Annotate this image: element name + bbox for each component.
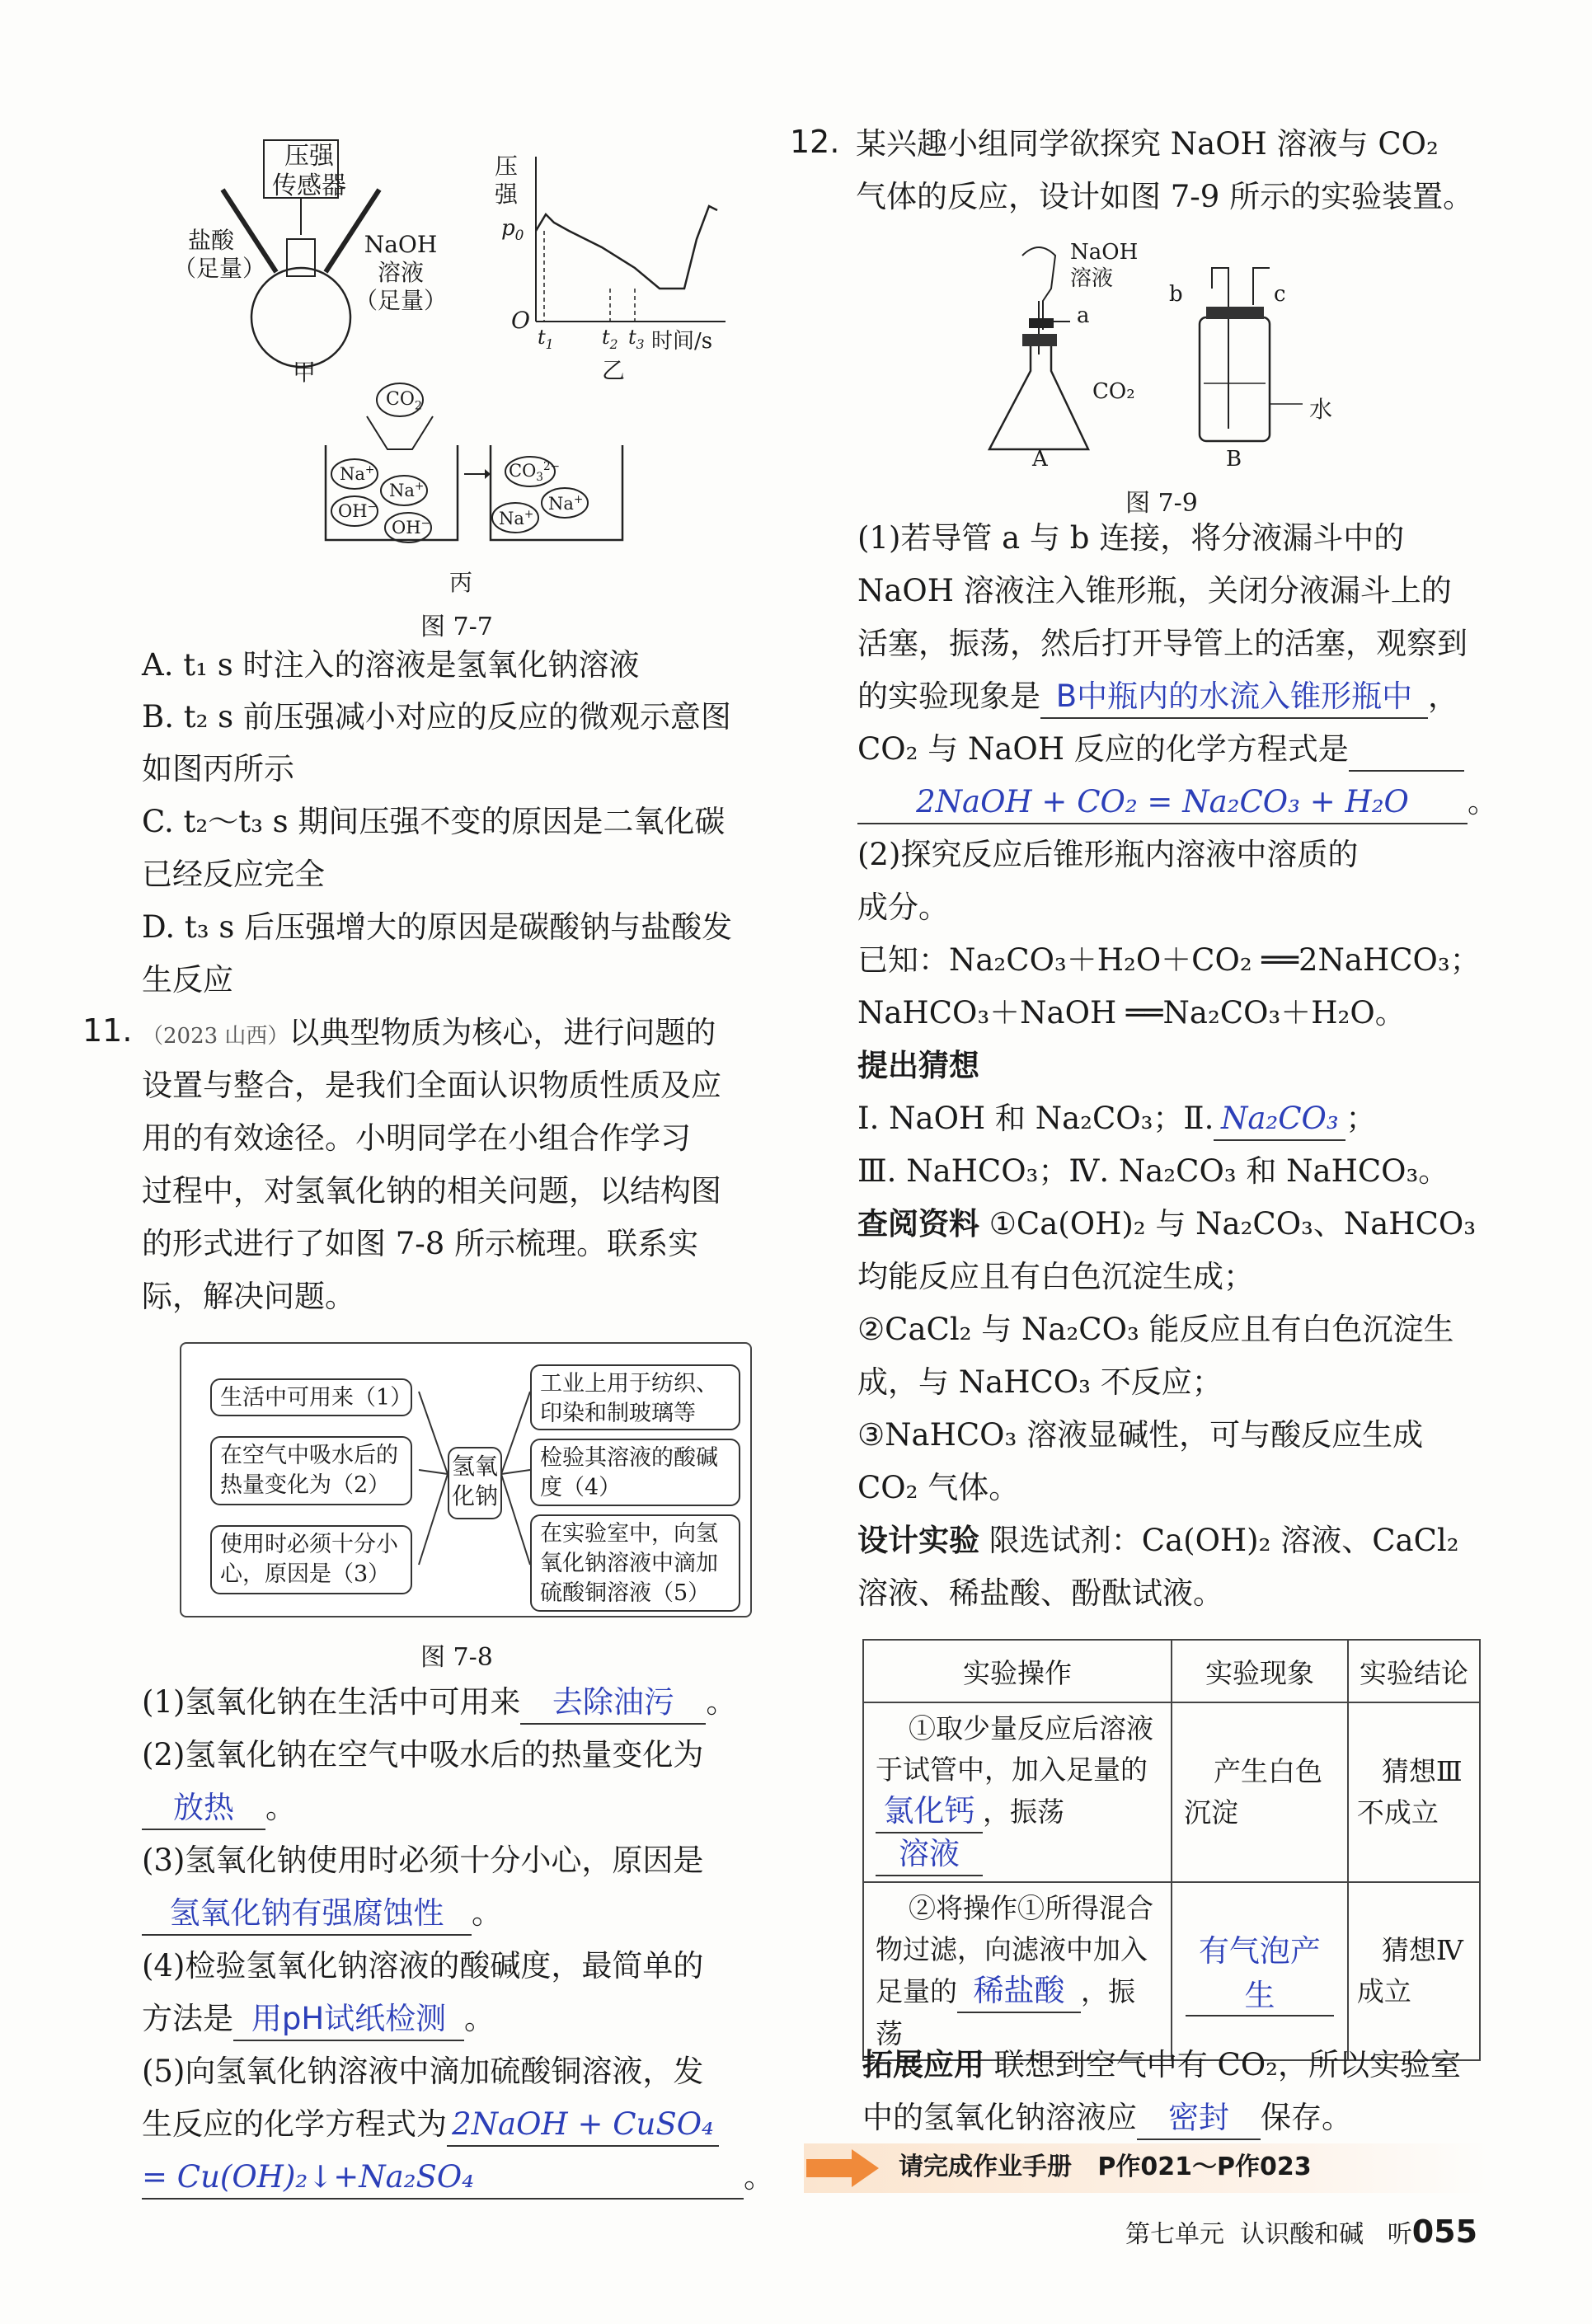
fig79-water-label: 水	[1309, 396, 1333, 423]
known-line2: NaHCO₃＋NaOH ══Na₂CO₃＋H₂O。	[857, 995, 1406, 1031]
option-b-line2: 如图丙所示	[142, 751, 294, 786]
page-number: 055	[1411, 2214, 1478, 2250]
label-yi: 乙	[602, 357, 626, 384]
table-row	[863, 1702, 1480, 1882]
ext-line2: 中的氢氧化钠溶液应 密封 保存。	[862, 2097, 1352, 2140]
y-axis-label: 压 强	[495, 153, 519, 208]
q12-part2-line1: (2)探究反应后锥形瓶内溶液中溶质的	[857, 837, 1359, 872]
option-c-line2: 已经反应完全	[142, 857, 325, 892]
q12-part1-line3: 活塞，振荡，然后打开导管上的活塞，观察到	[857, 626, 1468, 661]
known-line1: 已知：Na₂CO₃＋H₂O＋CO₂ ══2NaHCO₃；	[857, 942, 1481, 978]
ref-line6: CO₂ 气体。	[857, 1470, 1020, 1505]
q12-part1-line1: (1)若导管 a 与 b 连接，将分液漏斗中的	[857, 520, 1405, 556]
row2-operation: ②将操作①所得混合 物过滤，向滤液中加入 足量的 稀盐酸 ，振荡	[863, 1882, 1172, 2060]
answer-ext: 密封	[1137, 2097, 1261, 2140]
answer-5-part2: = Cu(OH)₂↓+Na₂SO₄	[142, 2157, 744, 2200]
q11-stem-line2: 设置与整合，是我们全面认识物质性质及应	[142, 1068, 721, 1103]
option-d-line1: D. t₃ s 后压强增大的原因是碳酸钠与盐酸发	[142, 909, 733, 945]
table-header-row	[863, 1640, 1480, 1702]
answer-12-1: B中瓶内的水流入锥形瓶中	[1040, 676, 1428, 719]
fig79-tube-c-label: c	[1274, 282, 1286, 307]
mind-box-caution: 使用时必须十分小心，原因是（3）	[210, 1525, 412, 1594]
q11-part1: (1)氢氧化钠在生活中可用来 去除油污 。	[142, 1682, 736, 1725]
co2-molecule-label: $CO_2$	[386, 389, 422, 413]
x-axis-label: 时间/s	[651, 329, 713, 354]
mind-box-industry: 工业上用于纺织、印染和制玻璃等	[530, 1364, 740, 1430]
naoh-label: NaOH 溶液 （足量）	[355, 231, 448, 314]
t1-label: $t_1$	[538, 326, 554, 352]
q11-part5-line3: = Cu(OH)₂↓+Na₂SO₄ 。	[142, 2157, 774, 2200]
design-line2: 溶液、稀盐酸、酚酞试液。	[857, 1575, 1223, 1611]
fig79-label-a: A	[1032, 447, 1048, 472]
origin-label: O	[511, 307, 530, 334]
figure-caption-7-9: 图 7-9	[1125, 489, 1198, 518]
q11-part3-line1: (3)氢氧化钠使用时必须十分小心，原因是	[142, 1843, 704, 1878]
ion-oh-2: OH−	[392, 517, 430, 538]
guess-line1: Ⅰ. NaOH 和 Na₂CO₃；Ⅱ. Na₂CO₃ ；	[857, 1098, 1376, 1141]
ion-oh-1: OH−	[338, 500, 377, 521]
option-c-line1: C. t₂～t₃ s 期间压强不变的原因是二氧化碳	[142, 804, 726, 839]
question-number-11: 11.	[82, 1012, 133, 1049]
fig79-co2-label: CO₂	[1092, 379, 1135, 404]
q11-stem-line5: 的形式进行了如图 7-8 所示梳理。联系实	[142, 1226, 699, 1261]
q11-stem-line4: 过程中，对氢氧化钠的相关问题，以结构图	[142, 1173, 721, 1209]
answer-5-part1: 2NaOH + CuSO₄	[447, 2104, 719, 2147]
fig79-tube-b-label: b	[1169, 282, 1183, 307]
fig79-tube-a-label: a	[1077, 303, 1090, 328]
t3-label: $t_3$	[628, 326, 645, 352]
q12-part1-line2: NaOH 溶液注入锥形瓶，关闭分液漏斗上的	[857, 573, 1452, 608]
row2-conclusion: 猜想Ⅳ 成立	[1348, 1882, 1480, 2060]
answer-12-equation: 2NaOH + CO₂ = Na₂CO₃ + H₂O	[857, 782, 1468, 824]
section-guess-title: 提出猜想	[857, 1048, 979, 1083]
q11-part4-line1: (4)检验氢氧化钠溶液的酸碱度，最简单的	[142, 1948, 704, 1984]
experiment-table	[862, 1639, 1481, 2061]
answer-1: 去除油污	[520, 1682, 706, 1725]
pressure-sensor-label: 压强 传感器	[272, 142, 346, 200]
answer-table-reagent-1: 氯化钙	[876, 1791, 983, 1833]
p0-label: $p_0$	[501, 216, 524, 244]
row2-phenomenon	[1172, 1882, 1348, 2060]
header-conclusion: 实验结论	[1348, 1640, 1480, 1702]
ref-line3: ②CaCl₂ 与 Na₂CO₃ 能反应且有白色沉淀生	[857, 1312, 1454, 1347]
q11-stem-line6: 际，解决问题。	[142, 1279, 355, 1314]
q11-stem-line1: （2023 山西）以典型物质为核心，进行问题的	[142, 1015, 716, 1050]
row1-phenomenon: 产生白色 沉淀	[1172, 1702, 1348, 1882]
option-b-line1: B. t₂ s 前压强减小对应的反应的微观示意图	[142, 699, 731, 735]
header-operation: 实验操作	[863, 1640, 1172, 1702]
mind-box-ph-test: 检验其溶液的酸碱度（4）	[530, 1439, 740, 1506]
design-line1: 设计实验 限选试剂：Ca(OH)₂ 溶液、CaCl₂	[857, 1523, 1459, 1558]
mind-box-cuso4: 在实验室中，向氢氧化钠溶液中滴加硫酸铜溶液（5）	[530, 1514, 740, 1612]
arrow-icon	[806, 2148, 881, 2189]
q11-part3-line2: 氢氧化钠有强腐蚀性 。	[142, 1893, 502, 1936]
q12-part2-line2: 成分。	[857, 890, 949, 925]
q12-part1-line4: 的实验现象是 B中瓶内的水流入锥形瓶中 ，	[857, 676, 1458, 719]
q11-part4-line2: 方法是 用pH试纸检测 。	[142, 1998, 495, 2041]
q12-stem-line1: 某兴趣小组同学欲探究 NaOH 溶液与 CO₂	[856, 126, 1439, 162]
ion-na-4: Na+	[548, 493, 584, 514]
answer-table-reagent-1b: 溶液	[876, 1833, 983, 1876]
figure-caption-7-7: 图 7-7	[420, 613, 493, 641]
q11-part5-line2: 生反应的化学方程式为 2NaOH + CuSO₄	[142, 2104, 719, 2147]
question-number-12: 12.	[790, 124, 840, 160]
ref-line1: 查阅资料 ①Ca(OH)₂ 与 Na₂CO₃、NaHCO₃	[857, 1206, 1477, 1242]
row1-conclusion: 猜想Ⅲ 不成立	[1348, 1702, 1480, 1882]
answer-table-reagent-2: 稀盐酸	[957, 1970, 1081, 2013]
fig79-label-b: B	[1226, 447, 1242, 472]
t2-label: $t_2$	[602, 326, 618, 352]
q11-part5-line1: (5)向氢氧化钠溶液中滴加硫酸铜溶液，发	[142, 2054, 704, 2089]
q12-part1-line6: 2NaOH + CO₂ = Na₂CO₃ + H₂O 。	[857, 782, 1498, 824]
q11-part2-line1: (2)氢氧化钠在空气中吸水后的热量变化为	[142, 1737, 704, 1772]
ref-line2: 均能反应且有白色沉淀生成；	[857, 1259, 1254, 1294]
mind-box-life-use: 生活中可用来（1）	[210, 1378, 412, 1416]
ion-na-1: Na+	[340, 463, 375, 484]
option-d-line2: 生反应	[142, 962, 233, 998]
q11-stem-line3: 用的有效途径。小明同学在小组合作学习	[142, 1120, 691, 1156]
mind-box-center-naoh: 氢氧化钠	[448, 1447, 502, 1519]
ref-line4: 成，与 NaHCO₃ 不反应；	[857, 1364, 1223, 1400]
answer-guess-2: Na₂CO₃	[1214, 1098, 1345, 1141]
ref-line5: ③NaHCO₃ 溶液显碱性，可与酸反应生成	[857, 1417, 1424, 1453]
homework-banner-text: 请完成作业手册 P作021～P作023	[899, 2153, 1312, 2181]
table-row	[863, 1882, 1480, 2060]
option-a: A. t₁ s 时注入的溶液是氢氧化钠溶液	[142, 647, 640, 683]
ion-na-2: Na+	[389, 480, 425, 500]
row1-operation: ①取少量反应后溶液 于试管中，加入足量的 氯化钙 ，振荡 溶液	[863, 1702, 1172, 1882]
answer-3: 氢氧化钠有强腐蚀性	[142, 1893, 472, 1936]
answer-4: 用pH试纸检测	[233, 1998, 464, 2041]
label-jia: 甲	[293, 359, 317, 386]
header-phenomenon: 实验现象	[1172, 1640, 1348, 1702]
figure-caption-7-8: 图 7-8	[420, 1643, 493, 1672]
label-bing: 丙	[449, 569, 473, 596]
mind-box-heat-change: 在空气中吸水后的热量变化为（2）	[210, 1436, 412, 1505]
answer-2: 放热	[142, 1787, 265, 1830]
page-footer: 第七单元 认识酸和碱 听055	[1125, 2214, 1478, 2250]
answer-table-phenomenon: 有气泡产生	[1186, 1926, 1334, 2016]
q12-stem-line2: 气体的反应，设计如图 7-9 所示的实验装置。	[856, 179, 1474, 214]
ion-na-3: Na+	[499, 508, 534, 528]
q12-part1-line5: CO₂ 与 NaOH 反应的化学方程式是	[857, 729, 1464, 772]
hcl-label: 盐酸 （足量）	[173, 227, 266, 282]
q11-part2-line2: 放热 。	[142, 1787, 296, 1830]
ion-co3: $CO_3^{2-}$	[509, 460, 561, 485]
fig79-naoh-label: NaOH 溶液	[1070, 240, 1139, 291]
guess-line2: Ⅲ. NaHCO₃；Ⅳ. Na₂CO₃ 和 NaHCO₃。	[857, 1153, 1449, 1189]
ext-line1: 拓展应用 联想到空气中有 CO₂，所以实验室	[862, 2047, 1462, 2082]
apparatus-7-9	[973, 239, 1352, 478]
